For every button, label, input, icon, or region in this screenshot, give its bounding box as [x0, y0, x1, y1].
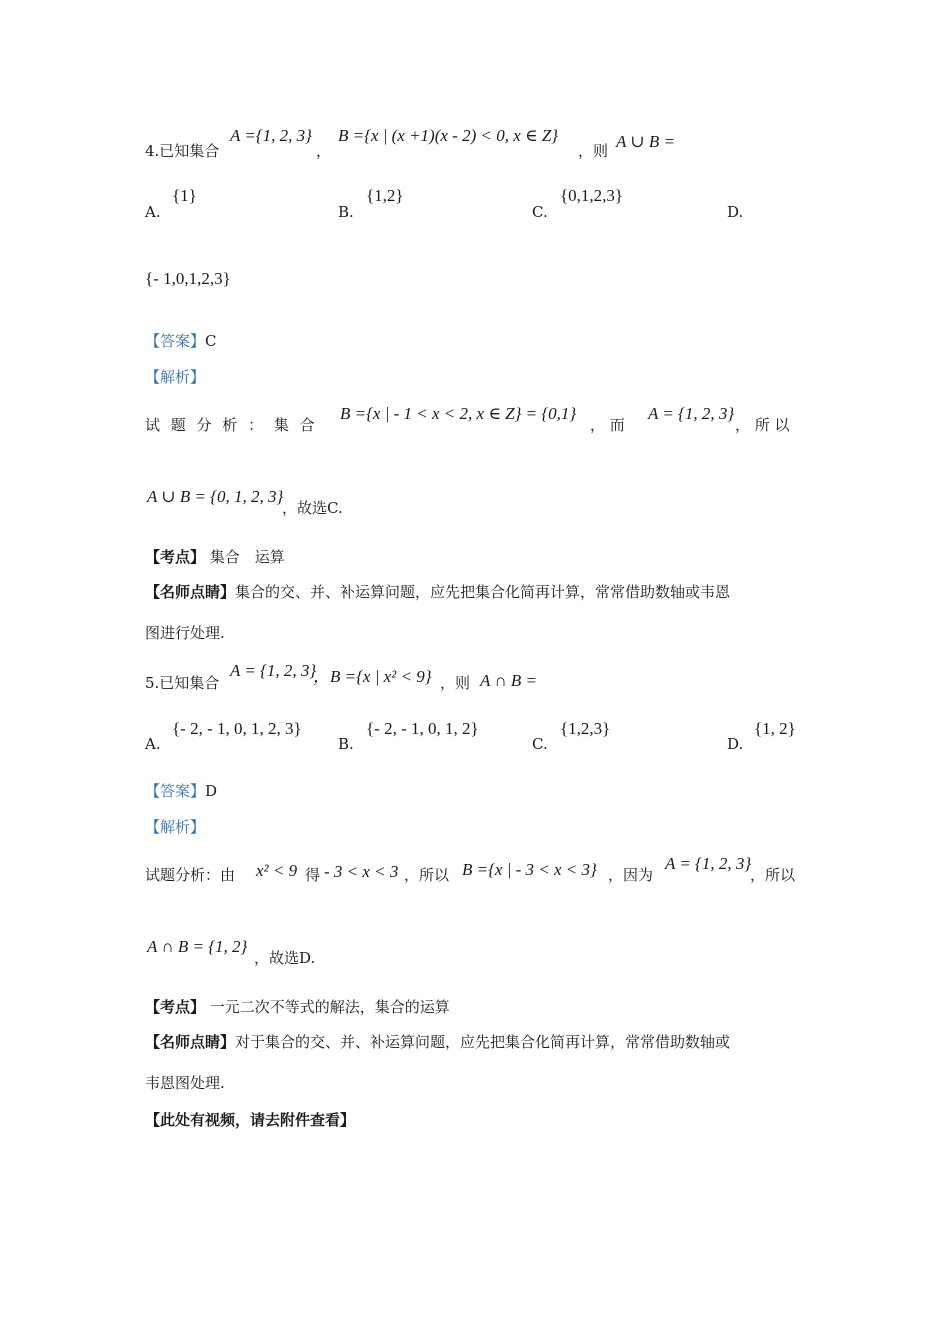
video-note: 【此处有视频，请去附件查看】 — [145, 1111, 356, 1129]
tip-line-1: 对于集合的交、并、补运算问题，应先把集合化简再计算，常常借助数轴或 — [235, 1033, 731, 1051]
q4-analysis-set-b: B ={x | - 1 < x < 2, x ∈ Z} = {0,1} — [340, 404, 577, 423]
q5-analysis-tag: 【解析】 — [145, 818, 206, 836]
q5-then: ，则 — [440, 674, 471, 692]
q4-option-b-label: B. — [338, 203, 354, 221]
answer-value: C — [205, 332, 217, 350]
q4-stem: 4.已知集合 — [145, 142, 220, 160]
q5-option-c: {1,2,3} — [560, 719, 611, 738]
answer-tag: 【答案】 — [145, 332, 206, 350]
q5-set-b: ，B ={x | x² < 9} — [313, 667, 432, 686]
q4-option-a: {1} — [172, 186, 197, 205]
q4-option-c-label: C. — [532, 203, 548, 221]
kaodian-text: 集合 运算 — [209, 548, 285, 566]
q5-set-a: A = {1, 2, 3} — [230, 661, 317, 680]
kaodian-text: 一元二次不等式的解法，集合的运算 — [209, 998, 450, 1016]
q4-option-a-label: A. — [145, 203, 161, 221]
q4-option-c: {0,1,2,3} — [560, 186, 624, 205]
q4-tip — [145, 582, 730, 602]
q5-analysis-prefix: 试题分析：由 — [145, 866, 236, 884]
q5-kaodian — [145, 997, 450, 1017]
q4-answer — [145, 331, 217, 351]
q5-option-d: {1, 2} — [754, 719, 796, 738]
q5-analysis-choose: ，故选D. — [254, 949, 316, 967]
q4-set-a: A ={1, 2, 3} — [230, 126, 312, 145]
q5-option-b: {- 2, - 1, 0, 1, 2} — [366, 719, 479, 738]
q4-analysis-tag: 【解析】 — [145, 368, 206, 386]
q4-analysis-suoyi: ， 所 以 — [735, 416, 790, 434]
q4-analysis-union: A ∪ B = {0, 1, 2, 3} — [147, 487, 284, 506]
q4-analysis-choose: ，故选C. — [282, 499, 343, 517]
q4-option-b: {1,2} — [366, 186, 404, 205]
q4-tip-line-2: 图进行处理. — [145, 624, 225, 642]
q4-analysis-prefix: 试 题 分 析 ： 集 合 — [145, 416, 318, 434]
kaodian-tag: 【考点】 — [145, 998, 206, 1016]
q5-tip — [145, 1032, 730, 1052]
tip-tag: 【名师点睛】 — [145, 1033, 236, 1051]
q5-tip-line-2: 韦恩图处理. — [145, 1074, 225, 1092]
q4-expression: A ∪ B = — [616, 132, 675, 151]
kaodian-tag: 【考点】 — [145, 548, 206, 566]
tip-line-1: 集合的交、并、补运算问题，应先把集合化简再计算，常常借助数轴或韦恩 — [235, 583, 731, 601]
q4-option-d-label: D. — [727, 203, 744, 221]
q5-analysis-ineq: x² < 9 — [256, 861, 298, 880]
q5-option-b-label: B. — [338, 735, 354, 753]
q5-analysis-intersection: A ∩ B = {1, 2} — [147, 937, 248, 956]
q5-analysis-de: 得 — [305, 866, 321, 884]
q4-set-b: B ={x | (x +1)(x - 2) < 0, x ∈ Z} — [338, 126, 559, 145]
q4-analysis-set-a: A = {1, 2, 3} — [648, 404, 735, 423]
q5-option-a: {- 2, - 1, 0, 1, 2, 3} — [172, 719, 302, 738]
q5-expression: A ∩ B = — [480, 671, 537, 690]
q5-option-d-label: D. — [727, 735, 744, 753]
answer-tag: 【答案】 — [145, 782, 206, 800]
q4-option-d: {- 1,0,1,2,3} — [145, 269, 231, 288]
q4-comma: ， — [316, 142, 332, 160]
q4-kaodian — [145, 547, 285, 567]
tip-tag: 【名师点睛】 — [145, 583, 236, 601]
q5-analysis-suoyi-1: ，所以 — [404, 866, 450, 884]
q5-analysis-range: - 3 < x < 3 — [324, 862, 399, 881]
q5-analysis-yinwei: ，因为 — [608, 866, 654, 884]
q5-stem: 5.已知集合 — [145, 674, 220, 692]
q5-analysis-suoyi-2: ，所以 — [750, 866, 796, 884]
q5-option-c-label: C. — [532, 735, 548, 753]
q5-option-a-label: A. — [145, 735, 161, 753]
answer-value: D — [205, 782, 218, 800]
q4-then: ，则 — [578, 142, 609, 160]
q5-analysis-set-b: B ={x | - 3 < x < 3} — [462, 860, 597, 879]
q4-analysis-er: ， 而 — [590, 416, 625, 434]
q5-answer — [145, 781, 217, 801]
q5-analysis-set-a: A = {1, 2, 3} — [665, 854, 752, 873]
